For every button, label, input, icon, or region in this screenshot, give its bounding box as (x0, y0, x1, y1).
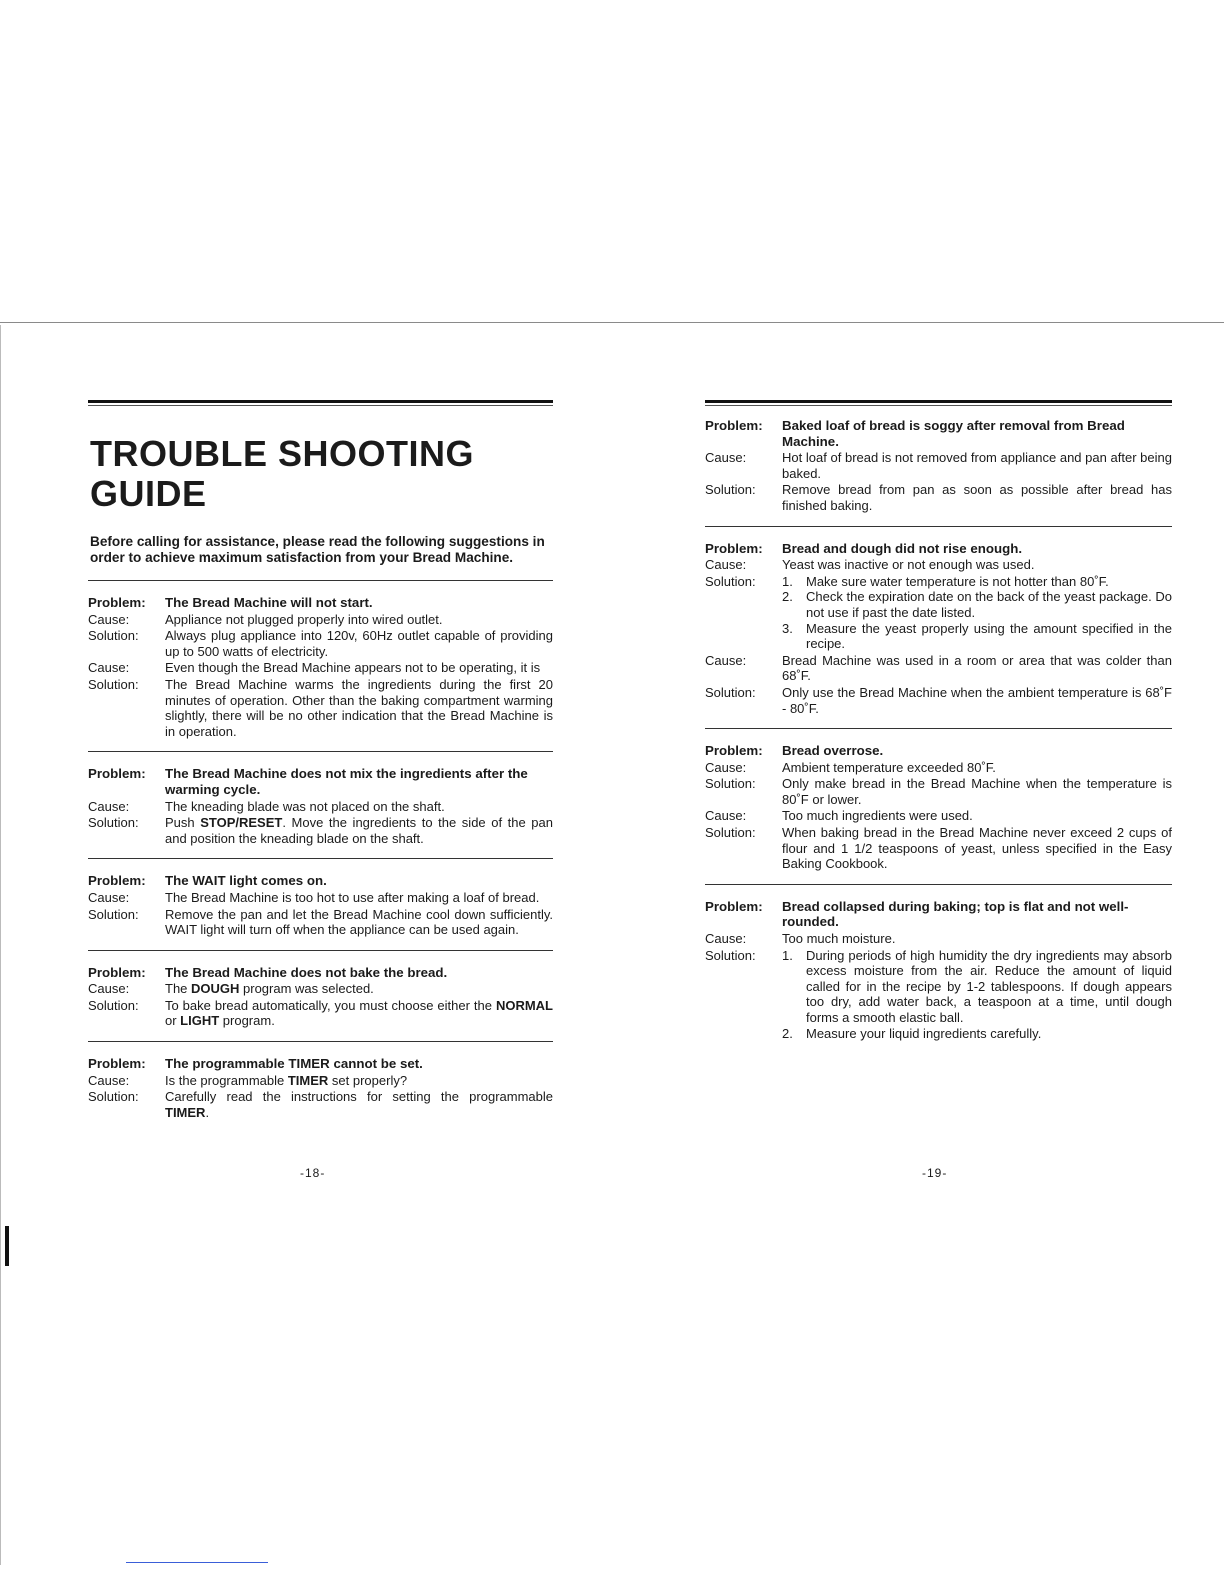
problem-label: Problem: (705, 540, 763, 556)
problem-block (88, 766, 553, 846)
header-rule-thin (705, 405, 1172, 406)
page-number-19: -19- (922, 1166, 948, 1180)
problem-block (705, 899, 1172, 1041)
solution-row (88, 907, 553, 938)
cause-text: The Bread Machine is too hot to use after making a loaf of bread. (165, 889, 540, 905)
solution-row (705, 825, 1172, 872)
solution-text: To bake bread automatically, you must choose either the NORMAL or LIGHT program. (165, 997, 553, 1029)
solution-label: Solution: (705, 825, 756, 841)
page-title: TROUBLE SHOOTING GUIDE (90, 433, 474, 514)
solution-row (88, 1089, 553, 1120)
solution-text: Remove the pan and let the Bread Machine cool down sufficiently. WAIT light will turn off when the appliance can be used again. (165, 906, 553, 938)
solution-row (88, 677, 553, 739)
solution-row (705, 948, 1172, 1042)
cause-text: The kneading blade was not placed on the shaft. (165, 798, 445, 814)
cause-text: Appliance not plugged properly into wired outlet. (165, 611, 443, 627)
problem-block (88, 873, 553, 937)
header-rule (705, 400, 1172, 403)
header-rule (88, 400, 553, 403)
problem-block (705, 541, 1172, 717)
solution-row (88, 998, 553, 1029)
cause-row (88, 660, 553, 676)
problem-row (88, 873, 553, 889)
solution-text: Push STOP/RESET. Move the ingredients to the side of the pan and position the kneading blade on the shaft. (165, 815, 553, 846)
solution-row (88, 815, 553, 846)
cause-text: Too much ingredients were used. (782, 808, 973, 824)
problem-label: Problem: (88, 964, 146, 980)
cause-row (705, 808, 1172, 824)
cause-text: Too much moisture. (782, 931, 896, 947)
cause-label: Cause: (88, 611, 130, 627)
problem-label: Problem: (88, 766, 146, 782)
scan-blue-line (126, 1562, 268, 1563)
solution-row (705, 574, 1172, 652)
problem-label: Problem: (705, 418, 763, 433)
cause-label: Cause: (705, 652, 747, 668)
cause-row (705, 760, 1172, 776)
cause-text: Bread Machine was used in a room or area that was colder than 68˚F. (782, 652, 1172, 684)
cause-row (88, 890, 553, 906)
problem-text: The WAIT light comes on. (165, 873, 327, 889)
solution-label: Solution: (705, 573, 756, 589)
cause-row (705, 450, 1172, 481)
section-divider (88, 580, 553, 581)
problem-label: Problem: (88, 595, 146, 610)
cause-row (705, 653, 1172, 684)
binder-mark (5, 1226, 9, 1266)
cause-row (88, 981, 553, 997)
cause-label: Cause: (88, 798, 130, 814)
cause-text: Yeast was inactive or not enough was used. (782, 557, 1035, 573)
section-divider (88, 1041, 553, 1042)
cause-row (705, 931, 1172, 947)
cause-label: Cause: (705, 808, 747, 824)
problem-row (705, 743, 1172, 759)
cause-row (88, 612, 553, 628)
problem-row (705, 899, 1172, 930)
problem-row (705, 418, 1172, 449)
problem-row (88, 1056, 553, 1072)
problem-label: Problem: (705, 743, 763, 759)
solution-row (705, 482, 1172, 513)
problem-block (705, 418, 1172, 514)
solution-text: Only make bread in the Bread Machine when the temperature is 80˚F or lower. (782, 776, 1172, 807)
solution-steps (782, 948, 1172, 1042)
solution-text: When baking bread in the Bread Machine never exceed 2 cups of flour and 1 1/2 teaspoons of yeast, unless specified in the Easy Baking Cookbook. (782, 825, 1172, 872)
problem-block (88, 595, 553, 739)
cause-label: Cause: (705, 759, 747, 775)
problem-label: Problem: (88, 873, 146, 889)
solution-label: Solution: (88, 815, 139, 831)
problem-row (88, 965, 553, 981)
cause-label: Cause: (705, 450, 747, 466)
problem-text: Bread collapsed during baking; top is flat and not well-rounded. (782, 898, 1129, 930)
cause-text: Is the programmable TIMER set properly? (165, 1072, 408, 1088)
solution-text: Always plug appliance into 120v, 60Hz outlet capable of providing up to 500 watts of electricity. (165, 628, 553, 659)
solution-label: Solution: (88, 1089, 139, 1105)
page-18 (88, 400, 553, 1120)
cause-label: Cause: (88, 660, 130, 676)
solution-text: Remove bread from pan as soon as possible after bread has finished baking. (782, 482, 1172, 513)
section-divider (88, 751, 553, 752)
list-item: 3. Measure the yeast properly using the amount specified in the recipe. (782, 620, 1172, 652)
problem-row (88, 595, 553, 611)
cause-text: Even though the Bread Machine appears not to be operating, it is (165, 660, 541, 676)
problem-text: Bread and dough did not rise enough. (782, 540, 1023, 556)
page-left-edge-line (0, 325, 1, 1565)
solution-label: Solution: (88, 628, 139, 644)
section-divider (88, 950, 553, 951)
problem-text: The Bread Machine will not start. (165, 595, 373, 610)
solution-label: Solution: (705, 947, 756, 963)
problem-text: Baked loaf of bread is soggy after removal from Bread Machine. (782, 418, 1125, 449)
page-number-18: -18- (300, 1166, 326, 1180)
solution-label: Solution: (705, 482, 756, 498)
solution-label: Solution: (705, 776, 756, 792)
solution-row (705, 685, 1172, 716)
problem-text: The Bread Machine does not bake the bread. (165, 964, 448, 980)
problem-row (88, 766, 553, 797)
solution-label: Solution: (88, 906, 139, 922)
cause-label: Cause: (705, 931, 747, 947)
cause-text: Ambient temperature exceeded 80˚F. (782, 759, 996, 775)
section-divider (705, 728, 1172, 729)
page-19 (705, 400, 1172, 1041)
cause-label: Cause: (88, 889, 130, 905)
solution-label: Solution: (705, 684, 756, 700)
list-item: 2. Check the expiration date on the back of the yeast package. Do not use if past the date listed. (782, 589, 1172, 620)
solution-steps (782, 574, 1172, 652)
cause-row (88, 799, 553, 815)
page-top-edge-line (0, 322, 1224, 323)
cause-label: Cause: (705, 557, 747, 573)
cause-text: The DOUGH program was selected. (165, 981, 374, 997)
cause-label: Cause: (88, 1072, 130, 1088)
list-item: 1. Make sure water temperature is not hotter than 80˚F. (782, 573, 1109, 589)
solution-row (705, 776, 1172, 807)
problem-text: The programmable TIMER cannot be set. (165, 1056, 423, 1072)
cause-row (88, 1073, 553, 1089)
solution-text: Carefully read the instructions for setting the programmable TIMER. (165, 1089, 553, 1120)
intro-text: Before calling for assistance, please read the following suggestions in order to achieve maximum satisfaction from your Bread Machine. (90, 534, 545, 565)
cause-label: Cause: (88, 981, 130, 997)
solution-row (88, 628, 553, 659)
problem-block (88, 965, 553, 1029)
problem-text: The Bread Machine does not mix the ingredients after the warming cycle. (165, 766, 528, 797)
header-rule-thin (88, 405, 553, 406)
list-item: 2. Measure your liquid ingredients carefully. (782, 1025, 1042, 1041)
solution-text: Only use the Bread Machine when the ambient temperature is 68˚F - 80˚F. (782, 684, 1172, 716)
problem-label: Problem: (705, 898, 763, 914)
problem-block (88, 1056, 553, 1120)
solution-label: Solution: (88, 676, 139, 692)
problem-row (705, 541, 1172, 557)
cause-text: Hot loaf of bread is not removed from appliance and pan after being baked. (782, 450, 1172, 481)
section-divider (88, 858, 553, 859)
list-item: 1. During periods of high humidity the dry ingredients may absorb excess moisture from the air. Reduce the amount of liquid called for in the recipe by 1-2 tablespoons. If dough appears too dry, add water back, a teaspoon at a time, until dough forms a smooth elastic ball. (782, 947, 1172, 1025)
section-divider (705, 884, 1172, 885)
section-divider (705, 526, 1172, 527)
problem-label: Problem: (88, 1056, 146, 1072)
solution-text: The Bread Machine warms the ingredients during the first 20 minutes of operation. Other than the baking compartment warming slightly, there will be no other indication that the Bread Machine is in operation. (165, 676, 553, 739)
problem-block (705, 743, 1172, 872)
cause-row (705, 557, 1172, 573)
problem-text: Bread overrose. (782, 743, 884, 759)
solution-label: Solution: (88, 997, 139, 1013)
